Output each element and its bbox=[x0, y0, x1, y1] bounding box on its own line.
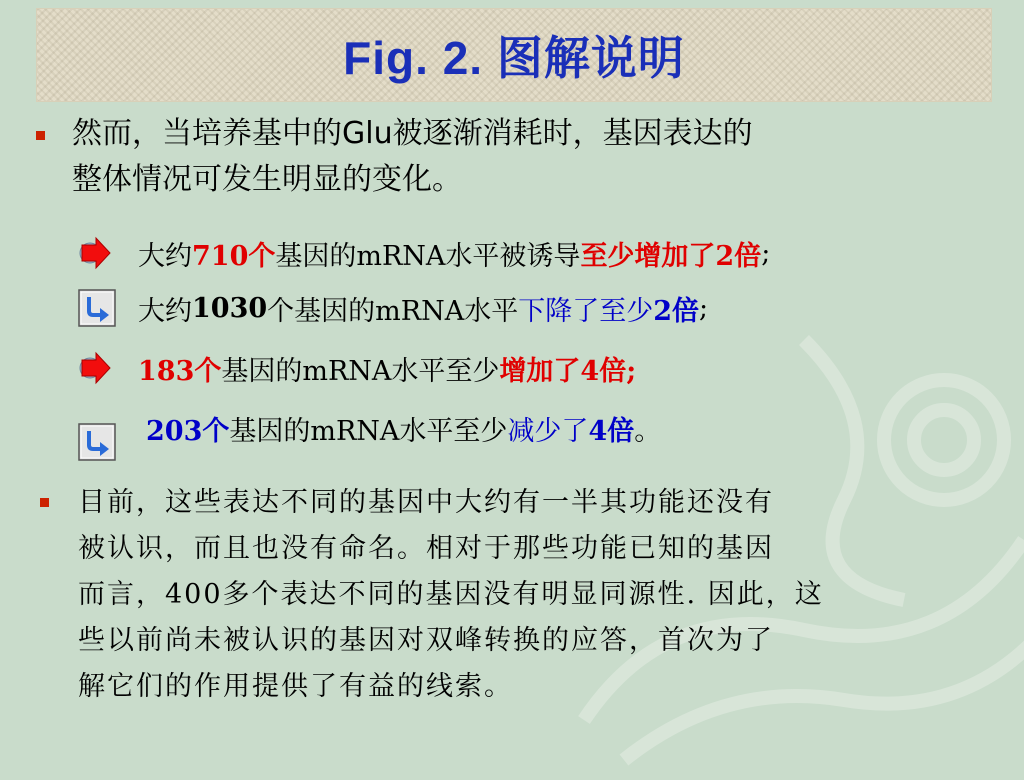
row2-suffix: ; bbox=[699, 292, 709, 324]
return-arrow-icon[interactable] bbox=[78, 423, 116, 461]
list-item bbox=[78, 285, 708, 331]
row1-count: 710个 bbox=[192, 240, 276, 272]
row4-count: 203个 bbox=[146, 415, 230, 447]
bullet-marker bbox=[36, 131, 45, 140]
bullet-paragraph-2 bbox=[78, 480, 993, 710]
row3-count: 183个 bbox=[138, 355, 222, 387]
bullet-paragraph-1 bbox=[72, 111, 992, 203]
list-item bbox=[78, 230, 770, 276]
row1-highlight: 至少增加了2倍 bbox=[580, 240, 762, 272]
bullet2-line4: 些以前尚未被认识的基因对双峰转换的应答，首次为了 bbox=[78, 625, 774, 656]
row2-highlight: 2倍 bbox=[653, 295, 700, 327]
row4-highlight-plain: 减少了 bbox=[507, 415, 589, 447]
title-bar bbox=[36, 8, 992, 102]
row4-middle: 基因的mRNA水平至少 bbox=[229, 415, 508, 447]
row2-count-tail: 个 bbox=[267, 295, 295, 327]
return-arrow-icon[interactable] bbox=[78, 289, 116, 327]
bullet-marker bbox=[40, 498, 49, 507]
bullet2-line1: 目前，这些表达不同的基因中大约有一半其功能还没有 bbox=[78, 487, 774, 518]
row2-prefix: 大约 bbox=[138, 295, 192, 327]
row4-highlight: 4倍 bbox=[588, 415, 635, 447]
bullet2-line5: 解它们的作用提供了有益的线索。 bbox=[78, 671, 513, 702]
row2-highlight-plain: 下降了至少 bbox=[518, 295, 654, 327]
red-arrow-icon[interactable] bbox=[78, 350, 114, 386]
row4-suffix: 。 bbox=[634, 415, 662, 447]
row1-prefix: 大约 bbox=[138, 240, 192, 272]
row1-middle: 基因的mRNA水平被诱导 bbox=[275, 240, 581, 272]
row2-middle: 基因的mRNA水平 bbox=[294, 295, 519, 327]
row3-middle: 基因的mRNA水平至少 bbox=[221, 355, 500, 387]
list-item bbox=[78, 405, 661, 451]
bullet1-line2: 整体情况可发生明显的变化。 bbox=[72, 162, 462, 197]
row1-suffix: ; bbox=[761, 237, 771, 269]
bullet2-line3: 而言，400多个表达不同的基因没有明显同源性. 因此，这 bbox=[78, 579, 824, 610]
red-arrow-icon[interactable] bbox=[78, 235, 114, 271]
bullet1-line1: 然而，当培养基中的Glu被逐渐消耗时，基因表达的 bbox=[72, 116, 753, 151]
row3-highlight: 增加了4倍; bbox=[499, 355, 637, 387]
list-item bbox=[78, 345, 636, 391]
row2-count: 1030 bbox=[192, 292, 268, 324]
bullet2-line2: 被认识，而且也没有命名。相对于那些功能已知的基因 bbox=[78, 533, 774, 564]
page-title: Fig. 2. 图解说明 bbox=[343, 32, 685, 84]
